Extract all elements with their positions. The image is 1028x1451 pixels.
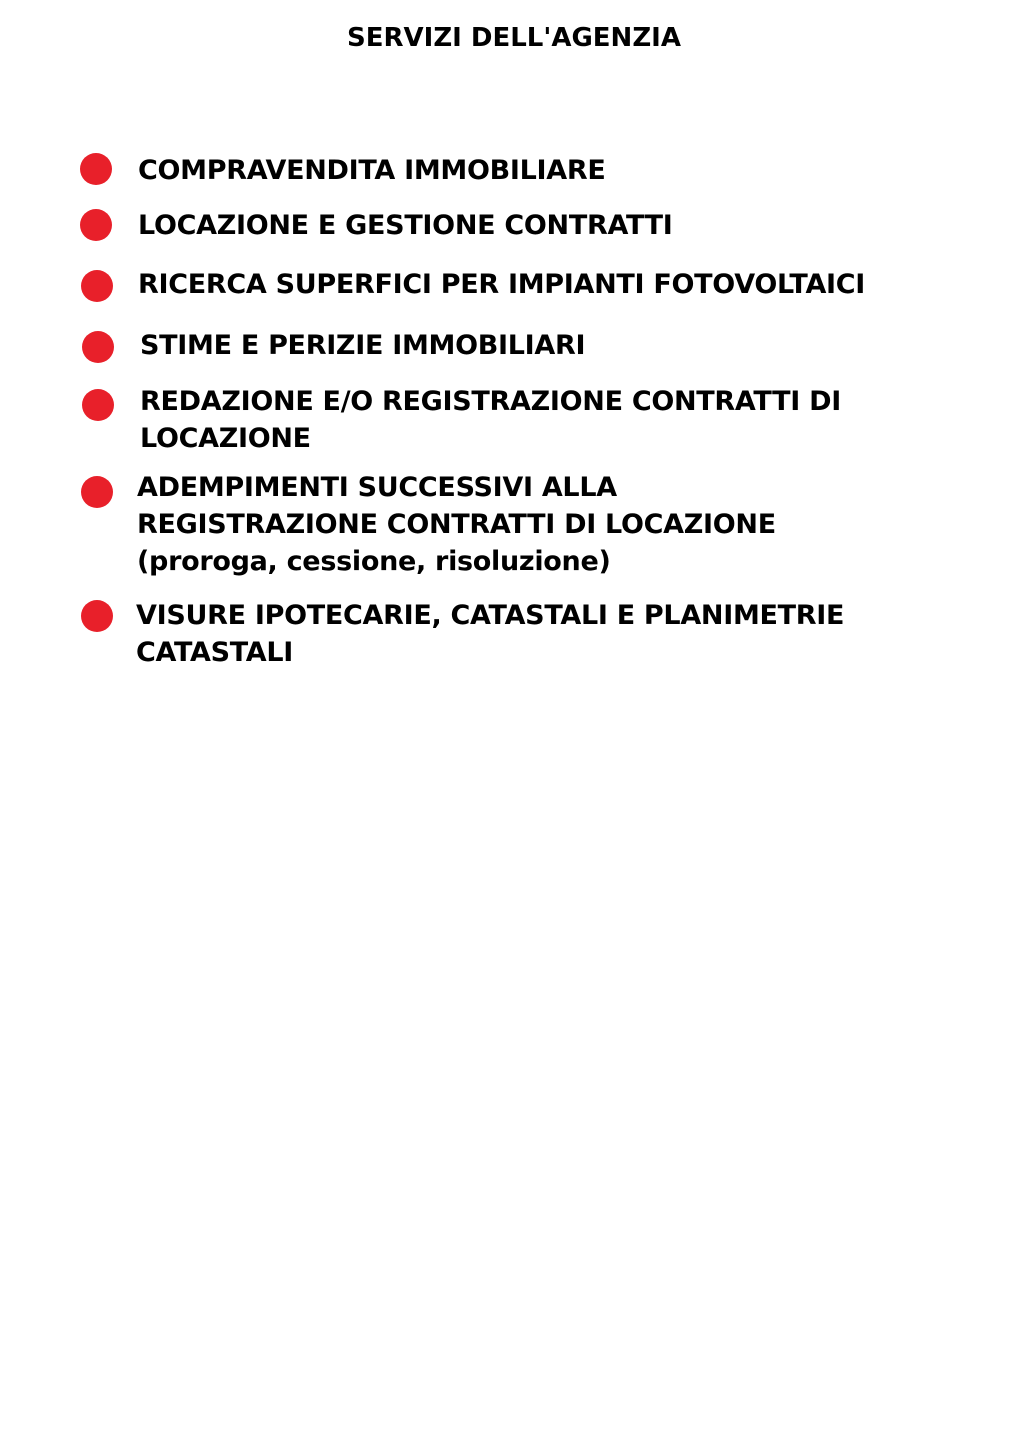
bullet-icon [81,270,113,302]
page-title: SERVIZI DELL'AGENZIA [347,23,681,53]
bullet-icon [81,600,113,632]
list-item-label: ADEMPIMENTI SUCCESSIVI ALLA REGISTRAZIONE CONTRATTI DI LOCAZIONE (proroga, cessione, risoluzione) [137,472,776,577]
list-item-label: STIME E PERIZIE IMMOBILIARI [140,330,586,361]
bullet-icon [81,476,113,508]
bullet-icon [82,389,114,421]
list-item-label: LOCAZIONE E GESTIONE CONTRATTI [138,210,673,241]
list-item-label: REDAZIONE E/O REGISTRAZIONE CONTRATTI DI LOCAZIONE [140,386,841,454]
bullet-icon [80,209,112,241]
bullet-icon [82,331,114,363]
list-item-label: RICERCA SUPERFICI PER IMPIANTI FOTOVOLTAICI [138,269,866,300]
list-item-label: VISURE IPOTECARIE, CATASTALI E PLANIMETRIE CATASTALI [136,600,845,668]
bullet-icon [80,153,112,185]
list-item-label: COMPRAVENDITA IMMOBILIARE [138,155,606,186]
